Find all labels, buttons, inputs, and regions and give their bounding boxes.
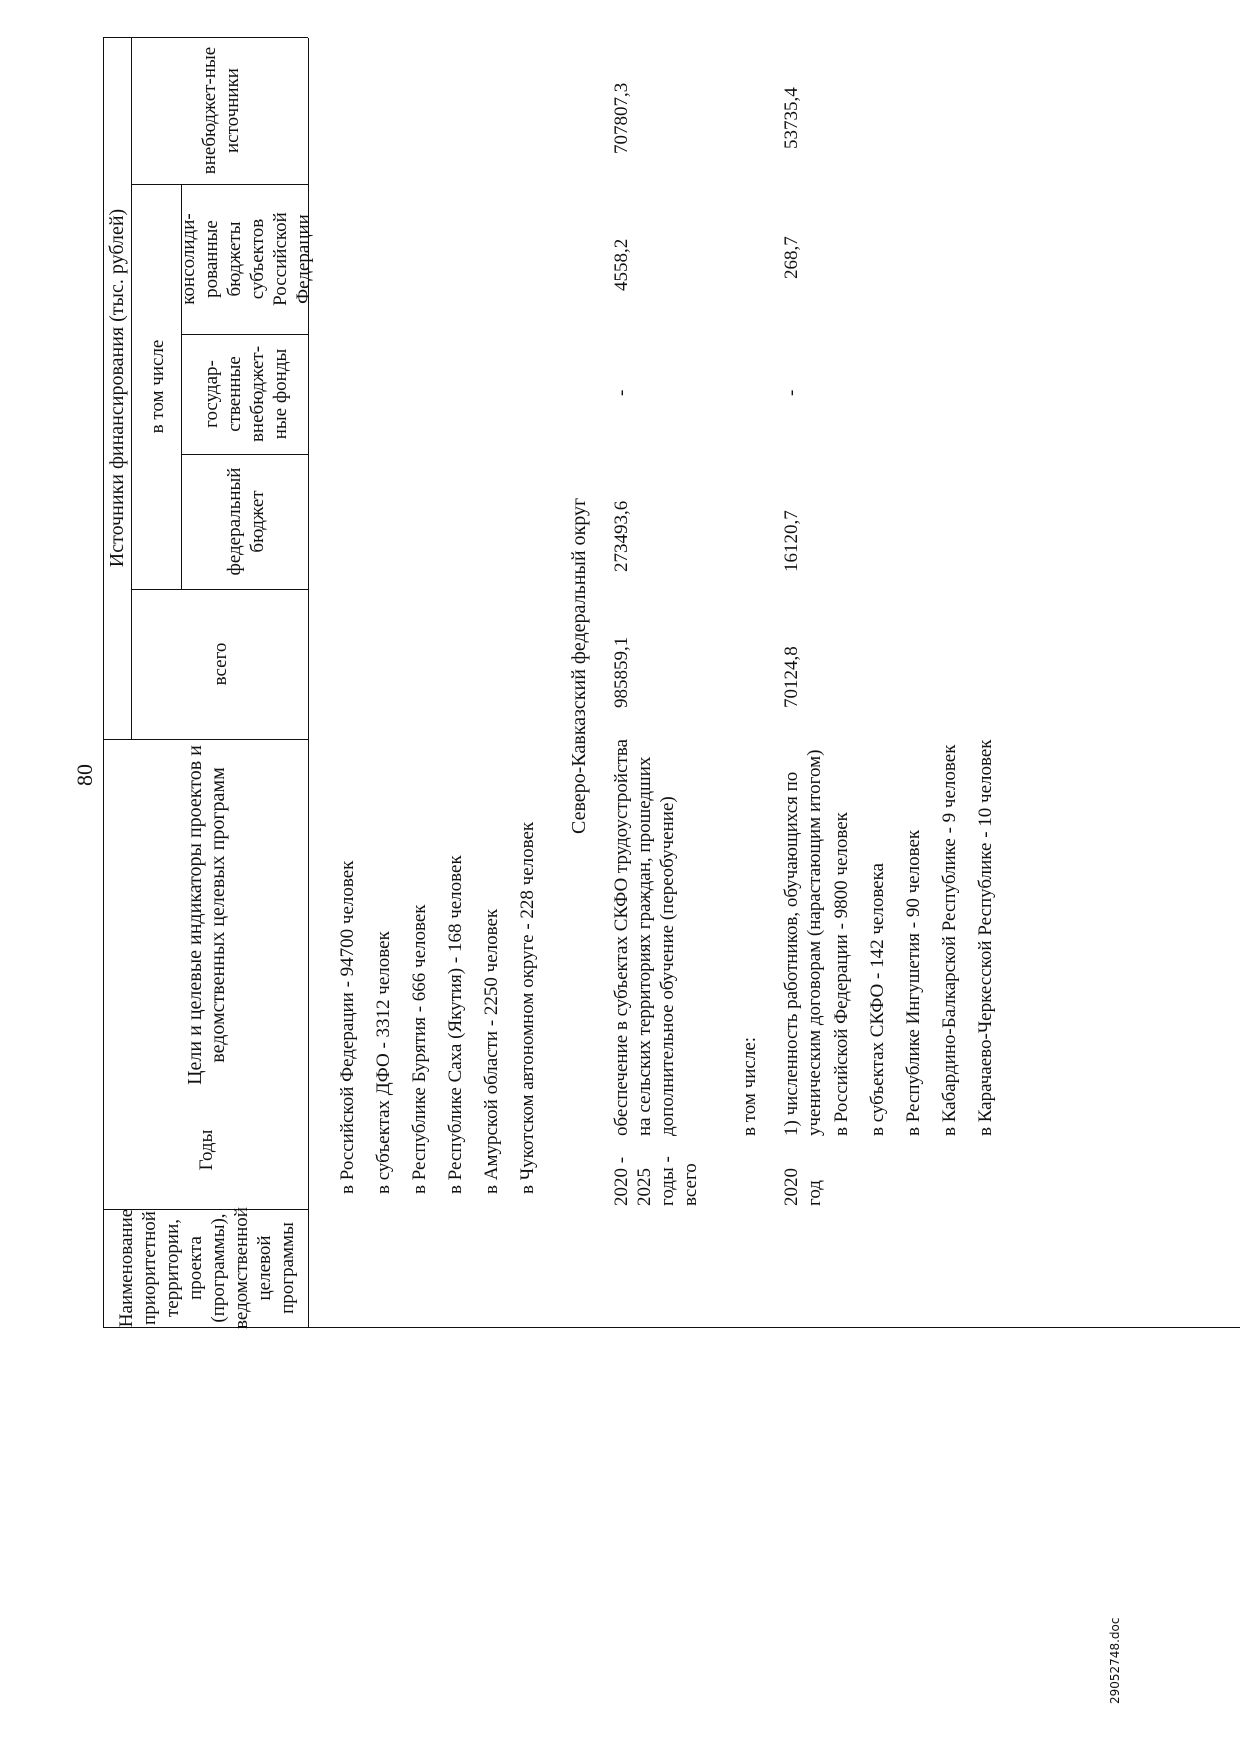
indicator-line: в Республике Бурятия - 666 человек (409, 904, 430, 1194)
header-federal-budget: федеральный бюджет (223, 467, 268, 576)
header-funding-group: Источники финансирования (тыс. рублей) (106, 208, 128, 568)
row-years: 2020 год (781, 1168, 825, 1206)
indicator-line: в субъектах СКФО - 142 человека (867, 863, 888, 1136)
including-label: в том числе: (739, 1036, 760, 1136)
row-years: 2020 - 2025 годы - всего (611, 1156, 701, 1206)
header-consolidated-budgets: консолиди-рованные бюджеты субъектов Российской Федерации (177, 212, 314, 306)
indicator-line: в субъектах ДФО - 3312 человек (373, 931, 394, 1194)
footer-filename: 29052748.doc (1108, 1617, 1122, 1704)
row-consolidated: 4558,2 (611, 238, 632, 291)
row-total: 985859,1 (611, 636, 632, 708)
section-title: Северо-Кавказский федеральный округ (568, 497, 590, 834)
indicator-line: в Республике Саха (Якутия) - 168 человек (445, 855, 466, 1194)
indicator-line: в Российской Федерации - 94700 человек (337, 860, 358, 1194)
indicator-line: в Кабардино-Балкарской Республике - 9 человек (939, 744, 960, 1136)
row-goal: 1) численность работников, обучающихся по ученическим договорам (нарастающим итогом) (781, 749, 825, 1136)
header-goals: Цели и целевые индикаторы проектов и ведомственных целевых программ (183, 745, 229, 1085)
indicator-line: в Российской Федерации - 9800 человек (831, 812, 852, 1136)
row-consolidated: 268,7 (781, 236, 802, 279)
header-including: в том числе (146, 339, 168, 434)
row-extrabudgetary: 53735,4 (781, 87, 802, 149)
row-goal: обеспечение в субъектах СКФО трудоустройства на сельских территориях граждан, прошедших дополнительное обучение (переобучение) (611, 739, 678, 1136)
header-extrabudgetary: внебюджет-ные источники (198, 46, 243, 175)
row-state-funds: - (611, 389, 632, 396)
row-federal: 16120,7 (781, 510, 802, 572)
funding-group-divider (131, 38, 132, 740)
row-state-funds: - (781, 389, 802, 396)
row-total: 70124,8 (781, 646, 802, 708)
header-name: Наименование приоритетной территории, проекта (программы), ведомственной целевой программы (115, 1207, 298, 1329)
header-years: Годы (196, 1129, 217, 1171)
row-extrabudgetary: 707807,3 (611, 82, 632, 154)
page-number: 80 (72, 764, 97, 786)
indicator-line: в Чукотском автономном округе - 228 человек (517, 821, 538, 1194)
indicator-line: в Республике Ингушетия - 90 человек (903, 829, 924, 1136)
header-total: всего (210, 642, 231, 686)
row-federal: 273493,6 (611, 500, 632, 572)
indicator-line: в Амурской области - 2250 человек (481, 908, 502, 1194)
indicator-line: в Карачаево-Черкесской Республике - 10 человек (975, 739, 996, 1136)
header-state-funds: государ-ственные внебюджет-ные фонды (200, 345, 291, 443)
